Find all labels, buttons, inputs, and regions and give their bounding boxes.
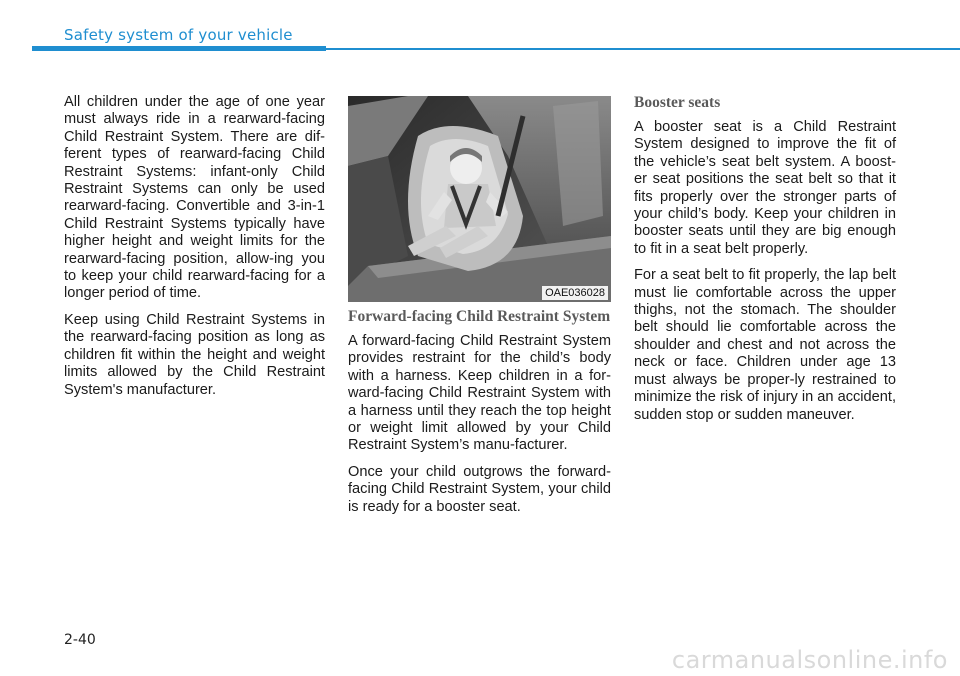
section-heading: Forward-facing Child Restraint System — [348, 308, 611, 325]
paragraph: For a seat belt to fit properly, the lap belt must lie comfortable across the upper thighs, not the stomach. The shoulder belt should lie comfortable across the shoulder and chest and not across the neck or face. Children under age 13 must always be proper-ly restrained to minimize the risk of injury in an accident, sudden stop or sudden maneuver. — [634, 267, 896, 423]
header-rule — [326, 48, 960, 50]
child-seat-illustration — [348, 96, 611, 302]
paragraph: Once your child outgrows the forward-facing Child Restraint System, your child is ready for a booster seat. — [348, 463, 611, 515]
section-heading: Booster seats — [634, 94, 721, 111]
paragraph: A booster seat is a Child Restraint System designed to improve the fit of the vehicle’s seat belt system. A boost-er seat positions the seat belt so that it fits properly over the stronger parts of your child’s body. Keep your children in booster seats until they are big enough to fit in a seat belt properly. — [634, 119, 896, 257]
watermark: carmanualsonline.info — [671, 646, 948, 674]
page-number: 2-40 — [64, 632, 96, 648]
column-1 — [64, 94, 325, 408]
paragraph: A forward-facing Child Restraint System provides restraint for the child’s body with a harness. Keep children in a for-ward-facing Child Restraint System with a harness until they reach the top height or weight limit allowed by your Child Restraint System’s manu-facturer. — [348, 333, 611, 454]
paragraph: All children under the age of one year must always ride in a rearward-facing Child Restraint System. There are dif-ferent types of rearward-facing Child Restraint Systems: infant-only Child Restraint Systems can only be used rearward-facing. Convertible and 3-in-1 Child Restraint Systems typically have higher height and weight limits for the rearward-facing position, allow-ing you to keep your child rearward-facing for a longer period of time. — [64, 94, 325, 302]
header-accent-bar — [32, 46, 326, 51]
section-title: Safety system of your vehicle — [64, 26, 293, 44]
paragraph: Keep using Child Restraint Systems in the rearward-facing position as long as children fit within the height and weight limits allowed by the Child Restraint System's manufacturer. — [64, 311, 325, 398]
car-interior-image — [348, 96, 611, 302]
column-2 — [348, 96, 611, 525]
figure-code: OAE036028 — [542, 286, 608, 300]
column-3 — [634, 94, 896, 433]
